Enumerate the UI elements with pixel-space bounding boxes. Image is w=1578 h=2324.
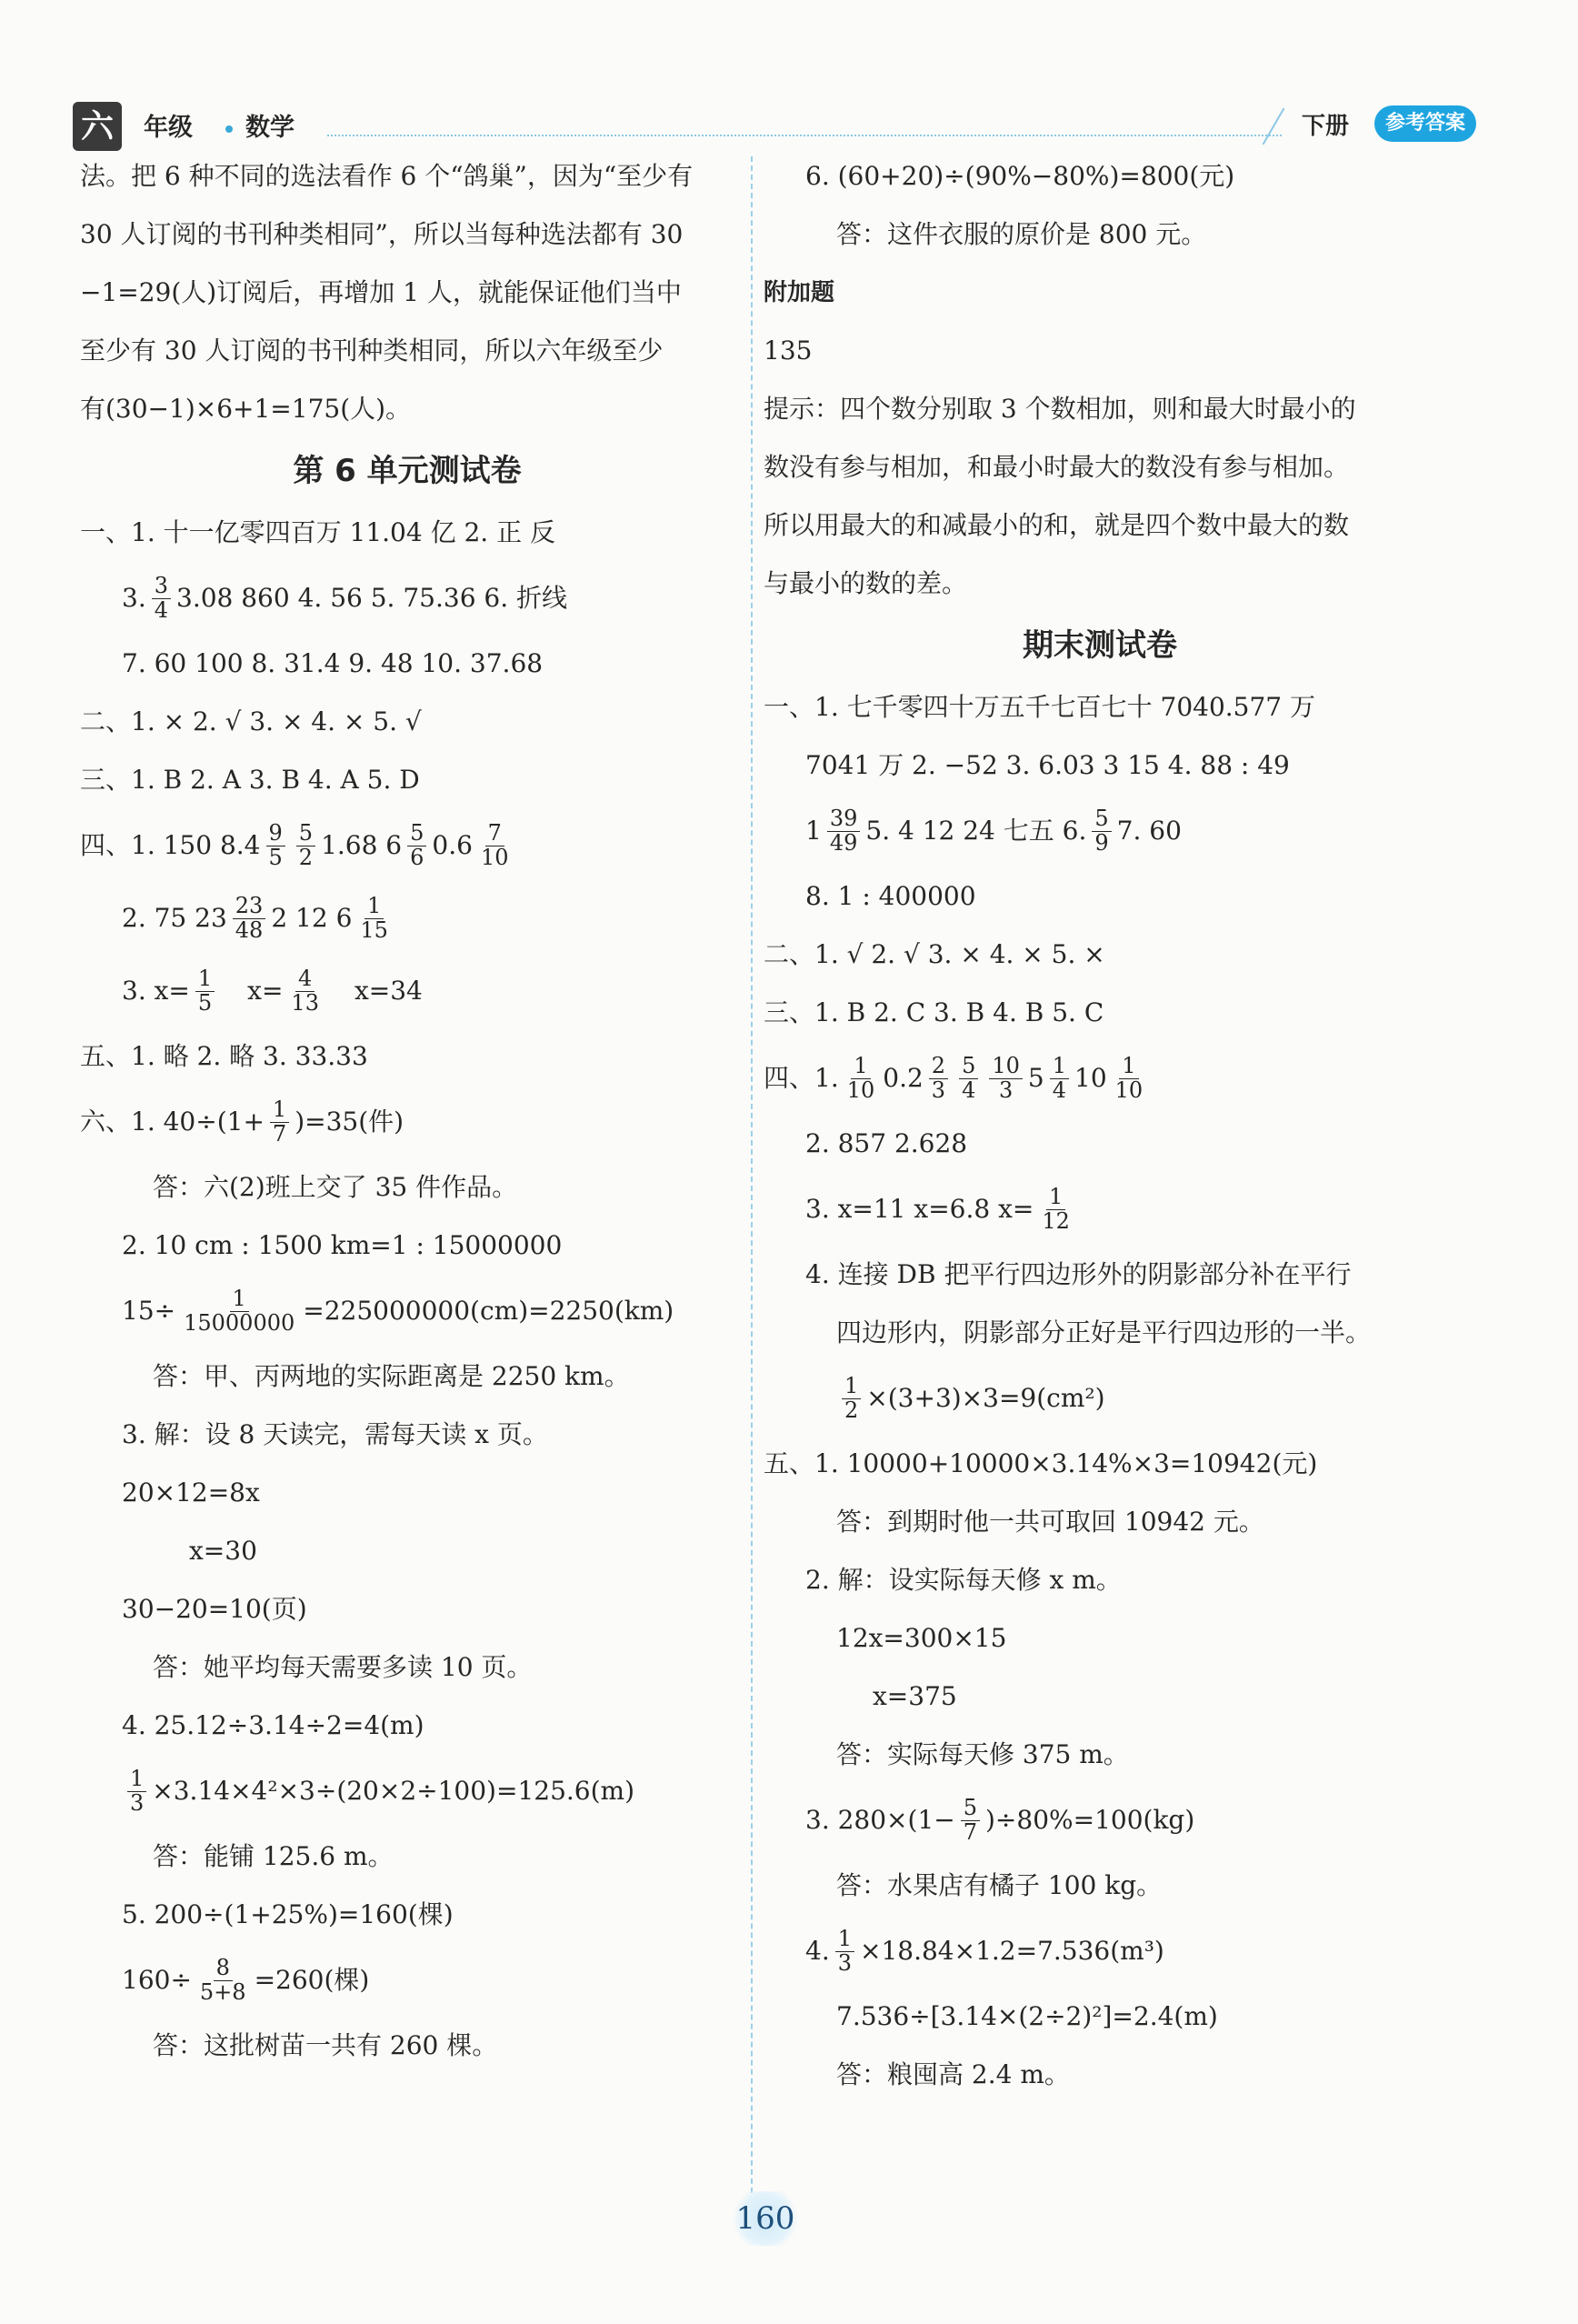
- fraction: $\frac{3}{4}$: [152, 575, 171, 621]
- fraction: $\frac{23}{48}$: [233, 895, 266, 941]
- answer-text: 3.08 860 4. 56 5. 75.36 6. 折线: [176, 583, 568, 613]
- header-rule: [327, 122, 1282, 136]
- answer-line: 2. 解：设实际每天修 x m。: [805, 1565, 1122, 1595]
- answer-line: 答：粮囤高 2.4 m。: [836, 2059, 1070, 2089]
- fraction: $\frac{1}{10}$: [846, 1053, 875, 1103]
- answer-line: [764, 1173, 1436, 1246]
- answer-key-badge: 参考答案: [1374, 105, 1476, 142]
- answer-line: 30−20=10(页): [122, 1594, 307, 1624]
- answer-line: 三、1. B 2. A 3. B 4. A 5. D: [80, 765, 420, 795]
- volume-label: 下册: [1302, 113, 1350, 140]
- answer-line: 二、1. √ 2. √ 3. × 4. × 5. ×: [764, 939, 1105, 969]
- fraction: $\frac{1}{3}$: [835, 1928, 854, 1974]
- answer-line: 3. 解：设 8 天读完，需每天读 x 页。: [122, 1419, 548, 1449]
- fraction: $\frac{1}{2}$: [842, 1375, 861, 1421]
- answer-text: =225000000(cm)=2250(km): [303, 1296, 674, 1326]
- answer-line: [764, 1042, 1436, 1115]
- right-column: [764, 147, 1436, 2104]
- answer-text: 六、1. 40÷(1+: [80, 1107, 265, 1137]
- answer-line: x=30: [189, 1536, 257, 1566]
- answer-text: 0.2: [883, 1063, 924, 1093]
- answer-text: =260(棵): [254, 1965, 370, 1995]
- section-title-final: 期末测试卷: [1023, 627, 1177, 664]
- answer-text: 3.: [122, 583, 146, 613]
- column-divider: [751, 156, 753, 2229]
- hint-line: 提示：四个数分别取 3 个数相加，则和最大时最小的: [764, 394, 1356, 424]
- fraction: $\frac{1}{15}$: [360, 893, 388, 943]
- answer-text: 2. 75 23: [122, 903, 227, 933]
- answer-line: 答：这批树苗一共有 260 棵。: [153, 2030, 498, 2060]
- answer-text: )÷80%=100(kg): [985, 1805, 1195, 1835]
- answer-line: 四边形内，阴影部分正好是平行四边形的一半。: [836, 1317, 1372, 1347]
- answer-line: [80, 1755, 734, 1828]
- text-line: 法。把 6 种不同的选法看作 6 个“鸽巢”，因为“至少有: [80, 161, 694, 191]
- fraction: $\frac{5}{4}$: [959, 1055, 978, 1101]
- answer-text: 160÷: [122, 1965, 192, 1995]
- text-line: 30 人订阅的书刊种类相同”，所以当每种选法都有 30: [80, 219, 684, 249]
- answer-line: [764, 1784, 1436, 1857]
- text-line: −1=29(人)订阅后，再增加 1 人，就能保证他们当中: [80, 277, 682, 307]
- answer-line: x=375: [873, 1681, 957, 1711]
- answer-line: [80, 1275, 734, 1347]
- answer-text: x=34: [354, 976, 423, 1006]
- answer-line: 答：这件衣服的原价是 800 元。: [836, 219, 1207, 249]
- answer-text: 4.: [805, 1936, 830, 1966]
- answer-line: 答：能铺 125.6 m。: [153, 1841, 394, 1871]
- answer-text: 5: [1027, 1063, 1044, 1093]
- answer-line: 答：六(2)班上交了 35 件作品。: [153, 1172, 518, 1202]
- answer-line: [80, 882, 734, 955]
- answer-line: [764, 795, 1436, 867]
- answer-line: 答：到期时他一共可取回 10942 元。: [836, 1507, 1264, 1537]
- answer-text: ×18.84×1.2=7.536(m³): [860, 1936, 1164, 1966]
- hint-line: 数没有参与相加，和最小时最大的数没有参与相加。: [764, 452, 1350, 482]
- answer-line: [764, 1915, 1436, 1988]
- fraction: $\frac{2}{3}$: [929, 1055, 948, 1101]
- answer-text: 四、1.: [764, 1063, 839, 1093]
- answer-line: 8. 1 : 400000: [805, 881, 976, 911]
- section-title-bonus: 附加题: [764, 279, 835, 306]
- answer-text: 四、1. 150 8.4: [80, 830, 261, 860]
- answer-line: 答：实际每天修 375 m。: [836, 1739, 1129, 1769]
- answer-line: 135: [764, 336, 813, 366]
- fraction: $\frac{1}{12}$: [1042, 1184, 1070, 1234]
- answer-text: ×3.14×4²×3÷(20×2÷100)=125.6(m): [152, 1776, 634, 1806]
- fraction: $\frac{39}{49}$: [827, 807, 861, 854]
- answer-text: 2 12 6: [271, 903, 353, 933]
- answer-text: 7. 60: [1116, 816, 1182, 846]
- answer-line: 答：水果店有橘子 100 kg。: [836, 1870, 1163, 1900]
- answer-text: 3. x=11 x=6.8 x=: [805, 1194, 1034, 1224]
- answer-line: 7. 60 100 8. 31.4 9. 48 10. 37.68: [122, 648, 544, 678]
- fraction: $\frac{1}{3}$: [127, 1768, 146, 1814]
- answer-line: 2. 10 cm : 1500 km=1 : 15000000: [122, 1230, 563, 1260]
- section-title-unit6: 第 6 单元测试卷: [293, 453, 522, 489]
- answer-text: x=: [247, 976, 284, 1006]
- answer-line: 五、1. 10000+10000×3.14%×3=10942(元): [764, 1448, 1318, 1478]
- text-line: 有(30−1)×6+1=175(人)。: [80, 394, 412, 424]
- fraction: $\frac{5}{9}$: [1092, 807, 1111, 854]
- fraction: $\frac{5}{2}$: [296, 822, 315, 868]
- answer-line: 三、1. B 2. C 3. B 4. B 5. C: [764, 997, 1104, 1027]
- answer-line: [80, 1086, 734, 1158]
- hint-line: 所以用最大的和减最小的和，就是四个数中最大的数: [764, 510, 1350, 540]
- fraction: $\frac{1}{7}$: [270, 1098, 289, 1145]
- answer-text: 3. 280×(1−: [805, 1805, 955, 1835]
- answer-line: [80, 809, 734, 882]
- answer-text: 15÷: [122, 1296, 176, 1326]
- subject-label: 数学: [245, 114, 295, 142]
- fraction: $\frac{4}{13}$: [291, 966, 319, 1016]
- header-dot-icon: [225, 125, 233, 133]
- answer-line: 12x=300×15: [836, 1623, 1007, 1653]
- answer-line: 4. 25.12÷3.14÷2=4(m): [122, 1710, 424, 1740]
- answer-text: 5. 4 12 24 七五 6.: [865, 816, 1087, 846]
- fraction: $\frac{5}{7}$: [961, 1797, 980, 1843]
- answer-text: 3. x=: [122, 976, 190, 1006]
- answer-line: 答：她平均每天需要多读 10 页。: [153, 1652, 533, 1682]
- answer-line: 答：甲、丙两地的实际距离是 2250 km。: [153, 1361, 630, 1391]
- text-line: 至少有 30 人订阅的书刊种类相同，所以六年级至少: [80, 336, 664, 366]
- answer-text: 1: [805, 816, 822, 846]
- fraction: $\frac{1}{15000000}$: [184, 1286, 295, 1336]
- answer-line: 4. 连接 DB 把平行四边形外的阴影部分补在平行: [805, 1259, 1352, 1289]
- answer-text: ×(3+3)×3=9(cm²): [866, 1383, 1105, 1413]
- hint-line: 与最小的数的差。: [764, 568, 968, 598]
- page-number: 160: [729, 2191, 802, 2246]
- answer-line: [80, 562, 734, 635]
- answer-text: 1.68 6: [321, 830, 403, 860]
- answer-line: 6. (60+20)÷(90%−80%)=800(元): [805, 161, 1235, 191]
- left-column: [80, 147, 734, 2075]
- fraction: $\frac{1}{10}$: [1114, 1053, 1144, 1103]
- fraction: $\frac{10}{3}$: [989, 1055, 1023, 1101]
- grade-label: 年级: [144, 114, 193, 142]
- fraction: $\frac{9}{5}$: [266, 822, 285, 868]
- answer-line: 5. 200÷(1+25%)=160(棵): [122, 1899, 454, 1929]
- answer-line: [80, 955, 734, 1027]
- answer-line: 一、1. 十一亿零四百万 11.04 亿 2. 正 反: [80, 517, 555, 547]
- fraction: $\frac{7}{10}$: [480, 820, 509, 870]
- answer-line: 五、1. 略 2. 略 3. 33.33: [80, 1041, 368, 1071]
- fraction: $\frac{8}{5+8}$: [199, 1955, 246, 2005]
- answer-line: [764, 1362, 1436, 1435]
- answer-line: 7.536÷[3.14×(2÷2)²]=2.4(m): [836, 2001, 1218, 2031]
- answer-line: 二、1. × 2. √ 3. × 4. × 5. √: [80, 706, 422, 736]
- answer-line: 2. 857 2.628: [805, 1128, 968, 1158]
- answer-text: 10: [1074, 1063, 1107, 1093]
- answer-line: 一、1. 七千零四十万五千七百七十 7040.577 万: [764, 692, 1316, 722]
- answer-text: )=35(件): [295, 1107, 404, 1137]
- fraction: $\frac{1}{5}$: [195, 967, 215, 1014]
- fraction: $\frac{1}{4}$: [1050, 1055, 1069, 1101]
- answer-line: 7041 万 2. −52 3. 6.03 3 15 4. 88 : 49: [805, 750, 1290, 780]
- answer-line: 20×12=8x: [122, 1478, 260, 1508]
- answer-line: [80, 1944, 734, 2017]
- answer-text: 0.6: [432, 830, 473, 860]
- fraction: $\frac{5}{6}$: [407, 822, 426, 868]
- grade-badge: 六: [73, 102, 122, 151]
